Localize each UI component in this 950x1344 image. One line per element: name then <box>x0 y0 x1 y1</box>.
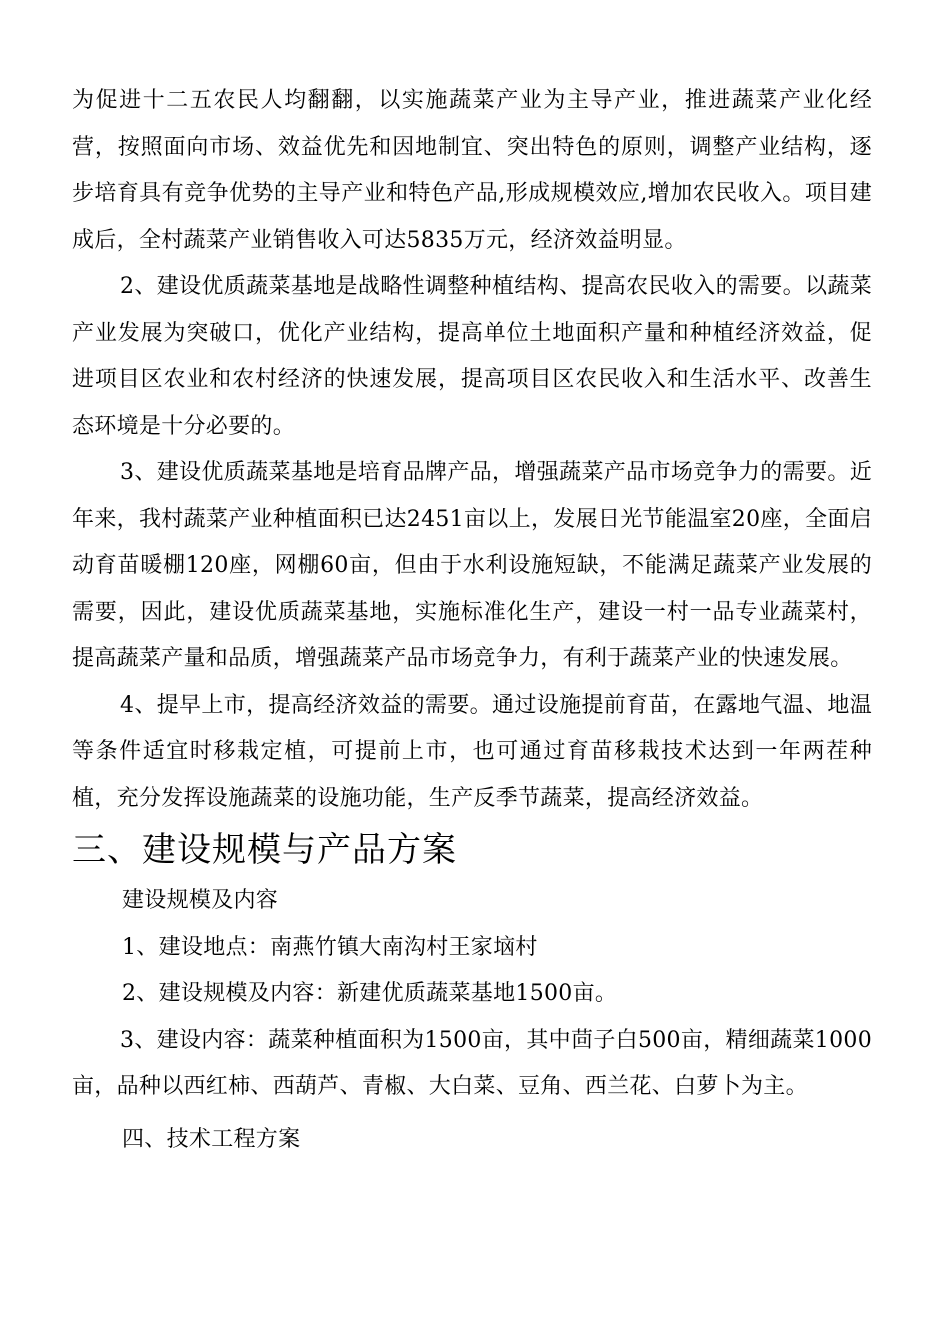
section-3-subheading: 建设规模及内容 <box>122 888 279 913</box>
section-4-heading: 四、技术工程方案 <box>122 1126 301 1152</box>
item-location: 1、建设地点：南燕竹镇大南沟村王家垴村 <box>122 934 538 960</box>
item-scale: 2、建设规模及内容：新建优质蔬菜基地1500亩。 <box>122 981 618 1006</box>
paragraph-point-4: 4、提早上市，提高经济效益的需要。通过设施提前育苗，在露地气温、地温等条件适宜时移栽定植，可提前上市，也可通过育苗移栽技术达到一年两茬种植，充分发挥设施蔬菜的设施功能，生产反季节蔬菜，提高经济效益。 <box>72 692 872 811</box>
paragraph-point-3: 3、建设优质蔬菜基地是培育品牌产品，增强蔬菜产品市场竞争力的需要。近年来，我村蔬菜产业种植面积已达2451亩以上，发展日光节能温室20座，全面启动育苗暖棚120座，网棚60亩，但由于水利设施短缺，不能满足蔬菜产业发展的需要，因此，建设优质蔬菜基地，实施标准化生产，建设一村一品专业蔬菜村，提高蔬菜产量和品质，增强蔬菜产品市场竞争力，有利于蔬菜产业的快速发展。 <box>72 460 872 671</box>
document-page <box>72 78 872 1163</box>
item-content: 3、建设内容：蔬菜种植面积为1500亩，其中茴子白500亩，精细蔬菜1000亩，品种以西红柿、西葫芦、青椒、大白菜、豆角、西兰花、白萝卜为主。 <box>72 1027 872 1099</box>
paragraph-income-goal: 为促进十二五农民人均翻翻，以实施蔬菜产业为主导产业，推进蔬菜产业化经营，按照面向市场、效益优先和因地制宜、突出特色的原则，调整产业结构，逐步培育具有竞争优势的主导产业和特色产品,形成规模效应,增加农民收入。项目建成后，全村蔬菜产业销售收入可达5835万元，经济效益明显。 <box>72 88 872 253</box>
paragraph-point-2: 2、建设优质蔬菜基地是战略性调整种植结构、提高农民收入的需要。以蔬菜产业发展为突破口，优化产业结构，提高单位土地面积产量和种植经济效益，促进项目区农业和农村经济的快速发展，提高项目区农民收入和生活水平、改善生态环境是十分必要的。 <box>72 274 872 439</box>
section-3-heading: 三、建设规模与产品方案 <box>72 830 457 870</box>
